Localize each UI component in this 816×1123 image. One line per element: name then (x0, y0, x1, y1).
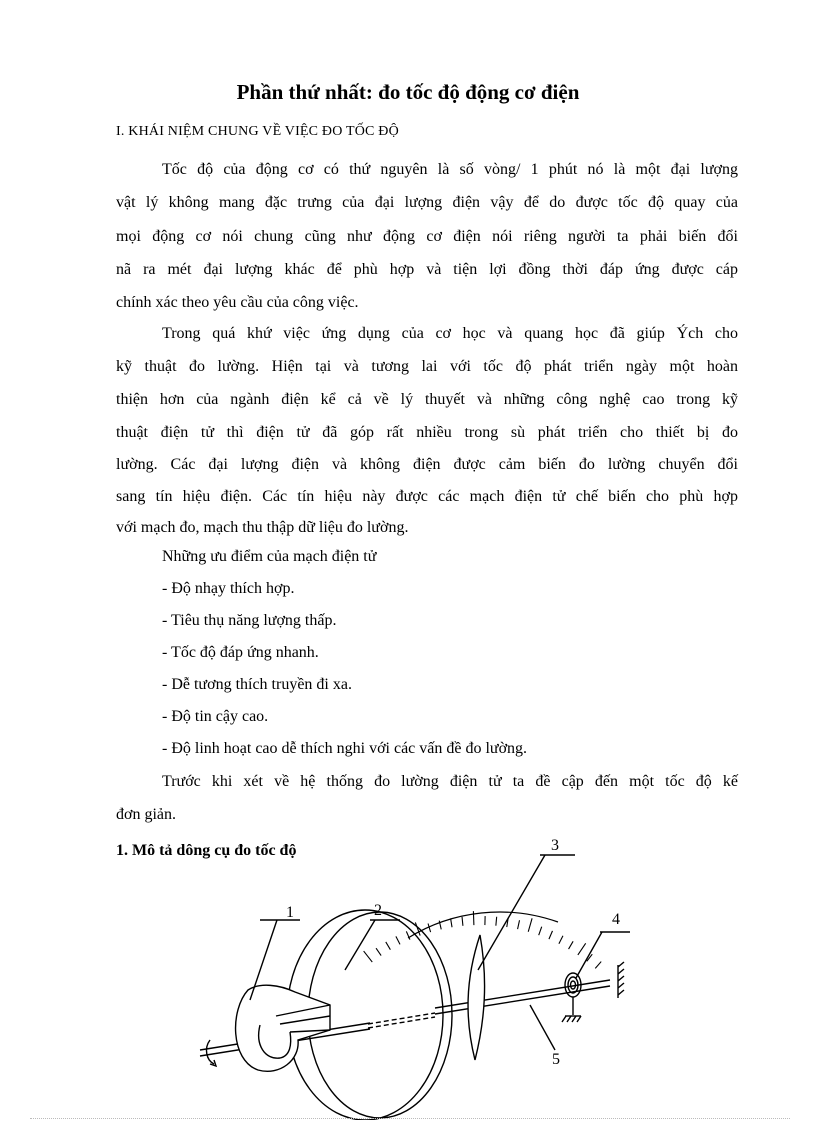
scale-tick (364, 951, 373, 962)
scale-tick (462, 917, 463, 926)
scale-tick (539, 927, 542, 935)
advantage-item: - Tiêu thụ năng lượng thấp. (162, 612, 337, 629)
leader-5 (530, 1005, 555, 1050)
paragraph-line: mọi động cơ nói chung cũng như động cơ điện nói riêng người ta phải biến đổi (116, 228, 738, 245)
paragraph-line: chính xác theo yêu cầu của công việc. (116, 294, 359, 311)
pointer-needle (468, 935, 485, 1060)
scale-tick (451, 918, 452, 927)
figure-label-5: 5 (552, 1051, 560, 1068)
magnet (236, 985, 330, 1071)
scale-tick (578, 943, 586, 955)
page-footer-rule (30, 1118, 790, 1119)
figure-label-4: 4 (612, 911, 620, 928)
paragraph-line: sang tín hiệu điện. Các tín hiệu này được các mạch điện tử chế biến cho phù hợp (116, 488, 738, 505)
paragraph-line: nã ra mét đại lượng khác để phù hợp và tiện lợi đồng thời đáp ứng được cáp (116, 261, 738, 278)
figure-label-2: 2 (374, 902, 382, 919)
advantage-item: - Dễ tương thích truyền đi xa. (162, 676, 352, 693)
advantage-item: - Độ nhạy thích hợp. (162, 580, 295, 597)
rotation-arrow (207, 1040, 214, 1064)
paragraph-line: thuật điện tử thì điện tử đã góp rất nhiều trong sù phát triển cho thiết bị đo (116, 424, 738, 441)
section-heading: I. KHÁI NIỆM CHUNG VỀ VIỆC ĐO TỐC ĐỘ (116, 124, 399, 139)
scale-tick (528, 918, 532, 931)
advantage-item: - Tốc độ đáp ứng nhanh. (162, 644, 319, 661)
advantage-item: - Độ linh hoạt cao dễ thích nghi với các vấn đề đo lường. (162, 740, 528, 757)
scale-tick (595, 962, 601, 969)
tachometer-diagram (180, 820, 650, 1120)
paragraph-line: Trong quá khứ việc ứng dụng của cơ học và quang học đã giúp Ých cho (162, 325, 738, 342)
paragraph-line: thiện hơn của ngành điện kể cả về lý thuyết và những công nghệ cao trong kỹ (116, 391, 738, 408)
scale-tick (376, 948, 381, 955)
paragraph-line: Trước khi xét về hệ thống đo lường điện tử ta đề cập đến một tốc độ kế (162, 773, 738, 790)
scale-tick (496, 917, 497, 926)
subsection-heading: 1. Mô tả dông cụ đo tốc độ (116, 842, 297, 859)
scale-tick (396, 936, 400, 944)
pointer-shaft (435, 980, 610, 1008)
scale-arc (408, 912, 558, 938)
paragraph-line: lường. Các đại lượng điện và không điện được cảm biến đo lường chuyển đổi (116, 456, 738, 473)
scale-tick (406, 931, 410, 939)
paragraph-line: kỹ thuật đo lường. Hiện tại và tương lai với tốc độ phát triển ngày một hoàn (116, 358, 738, 375)
scale-tick (518, 920, 520, 929)
scale-tick (386, 942, 391, 950)
advantages-intro: Những ưu điểm của mạch điện tử (162, 548, 377, 565)
figure-label-3: 3 (551, 837, 559, 854)
figure-label-1: 1 (286, 904, 294, 921)
scale-tick (559, 936, 563, 944)
paragraph-line: với mạch đo, mạch thu thập dữ liệu đo lường. (116, 519, 409, 536)
paragraph-line: đơn giản. (116, 806, 177, 823)
scale-tick (549, 931, 553, 939)
advantage-item: - Độ tin cậy cao. (162, 708, 269, 725)
page-title: Phần thứ nhất: đo tốc độ động cơ điện (236, 80, 580, 104)
scale-tick (569, 941, 574, 949)
paragraph-line: vật lý không mang đặc trưng của đại lượng điện vậy để do được tốc độ quay của (116, 194, 738, 211)
paragraph-line: Tốc độ của động cơ có thứ nguyên là số vòng/ 1 phút nó là một đại lượng (162, 161, 738, 178)
